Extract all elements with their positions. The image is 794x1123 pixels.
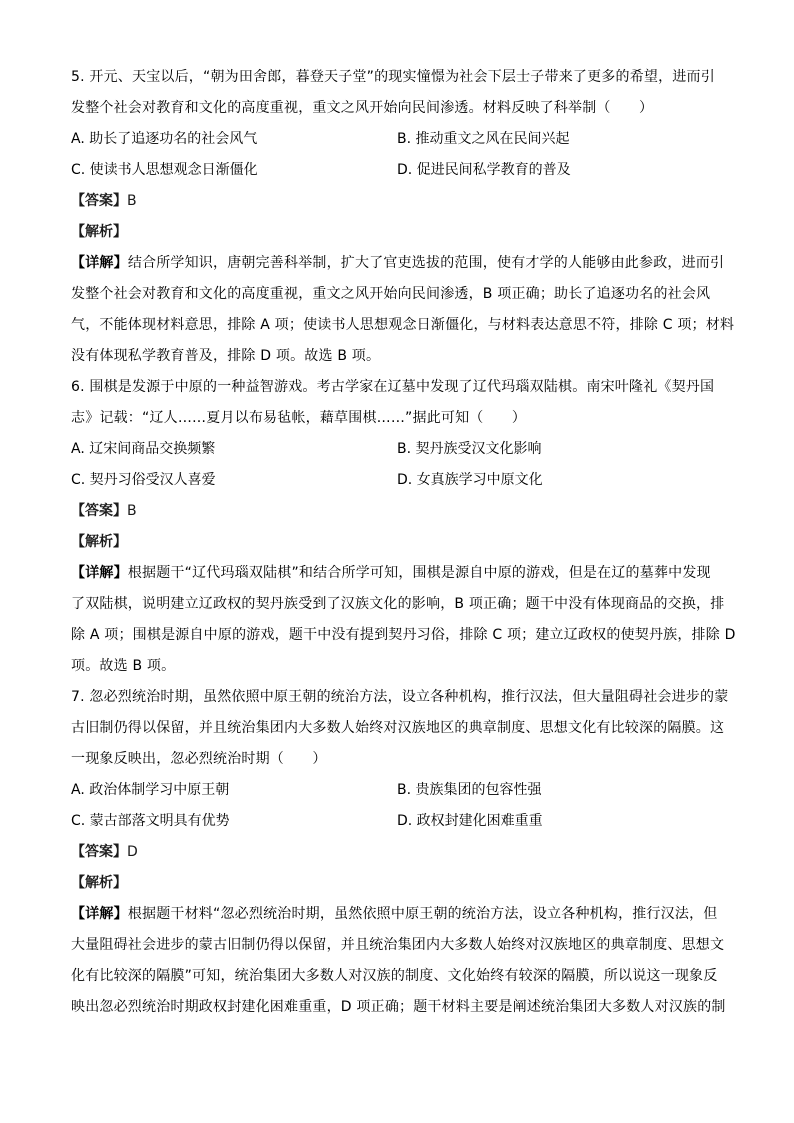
detail-text: 结合所学知识，唐朝完善科举制，扩大了官吏选拔的范围，使有才学的人能够由此参政，进而引 xyxy=(127,255,725,271)
detail-text: 根据题干材料“忽必烈统治时期，虽然依照中原王朝的统治方法，设立各种机构，推行汉法，但 xyxy=(127,906,718,922)
option-a: A. 助长了追逐功名的社会风气 xyxy=(71,131,258,147)
question-5 xyxy=(71,62,735,372)
answer-value: B xyxy=(127,193,137,209)
option-b: B. 贵族集团的包容性强 xyxy=(397,782,542,798)
detail-line: 化有比较深的隔膜”可知，统治集团大多数人对汉族的制度、文化始终有较深的隔膜，所以说这一现象反 xyxy=(71,968,718,984)
options-row xyxy=(71,465,731,496)
detail-tag: 【详解】 xyxy=(71,906,128,922)
detail-line: 发整个社会对教育和文化的高度重视，重文之风开始向民间渗透，B 项正确；助长了追逐功名的社会风 xyxy=(71,286,711,302)
option-d: D. 促进民间私学教育的普及 xyxy=(397,162,571,178)
answer-tag: 【答案】 xyxy=(71,193,127,209)
detail-line: 气，不能体现材料意思，排除 A 项；使读书人思想观念日渐僵化，与材料表达意思不符，排除 C 项；材料 xyxy=(71,317,735,333)
detail-line xyxy=(71,558,731,589)
question-7 xyxy=(71,682,731,1023)
options-row xyxy=(71,775,731,806)
analysis-tag: 【解析】 xyxy=(71,534,127,550)
option-c: C. 契丹习俗受汉人喜爱 xyxy=(71,472,216,488)
answer-value: D xyxy=(127,844,138,860)
question-stem-line: 志》记载：“辽人……夏月以布易毡帐，藉草围棋……”据此可知（ ） xyxy=(71,410,527,426)
answer-line xyxy=(71,186,731,217)
question-stem-line: 古旧制仍得以保留，并且统治集团内大多数人始终对汉族地区的典章制度、思想文化有比较深的隔膜。这 xyxy=(71,720,725,736)
question-stem-line: 发整个社会对教育和文化的高度重视，重文之风开始向民间渗透。材料反映了科举制（ ） xyxy=(71,100,654,116)
detail-line xyxy=(71,248,731,279)
options-row xyxy=(71,434,731,465)
analysis-tag: 【解析】 xyxy=(71,875,127,891)
detail-line: 项。故选 B 项。 xyxy=(71,658,176,674)
options-row xyxy=(71,124,731,155)
detail-tag: 【详解】 xyxy=(71,565,128,581)
option-c: C. 蒙古部落文明具有优势 xyxy=(71,813,230,829)
document-page xyxy=(71,62,736,1023)
option-c: C. 使读书人思想观念日渐僵化 xyxy=(71,162,258,178)
detail-line: 除 A 项；围棋是源自中原的游戏，题干中没有提到契丹习俗，排除 C 项；建立辽政权的使契丹族，排除 D xyxy=(71,627,736,643)
option-a: A. 辽宋间商品交换频繁 xyxy=(71,441,216,457)
detail-line: 没有体现私学教育普及，排除 D 项。故选 B 项。 xyxy=(71,348,381,364)
answer-tag: 【答案】 xyxy=(71,503,127,519)
question-6 xyxy=(71,372,736,682)
answer-line xyxy=(71,837,731,868)
option-b: B. 契丹族受汉文化影响 xyxy=(397,441,542,457)
answer-value: B xyxy=(127,503,137,519)
options-row xyxy=(71,806,731,837)
question-stem-line: 5. 开元、天宝以后，“朝为田舍郎，暮登天子堂”的现实憧憬为社会下层士子带来了更多的希望，进而引 xyxy=(71,69,715,85)
detail-line: 映出忽必烈统治时期政权封建化困难重重，D 项正确；题干材料主要是阐述统治集团大多数人对汉族的制 xyxy=(71,999,726,1015)
options-row xyxy=(71,155,731,186)
detail-line: 了双陆棋，说明建立辽政权的契丹族受到了汉族文化的影响，B 项正确；题干中没有体现商品的交换，排 xyxy=(71,596,725,612)
detail-line: 大量阻碍社会进步的蒙古旧制仍得以保留，并且统治集团内大多数人始终对汉族地区的典章制度、思想文 xyxy=(71,937,725,953)
detail-tag: 【详解】 xyxy=(71,255,128,271)
analysis-tag: 【解析】 xyxy=(71,224,127,240)
option-d: D. 政权封建化困难重重 xyxy=(397,813,543,829)
answer-tag: 【答案】 xyxy=(71,844,127,860)
answer-line xyxy=(71,496,731,527)
detail-line xyxy=(71,899,731,930)
question-stem-line: 6. 围棋是发源于中原的一种益智游戏。考古学家在辽墓中发现了辽代玛瑙双陆棋。南宋叶隆礼《契丹国 xyxy=(71,379,715,395)
option-b: B. 推动重文之风在民间兴起 xyxy=(397,131,570,147)
option-d: D. 女真族学习中原文化 xyxy=(397,472,543,488)
option-a: A. 政治体制学习中原王朝 xyxy=(71,782,230,798)
question-stem-line: 7. 忽必烈统治时期，虽然依照中原王朝的统治方法，设立各种机构，推行汉法，但大量阻碍社会进步的蒙 xyxy=(71,689,729,705)
detail-text: 根据题干“辽代玛瑙双陆棋”和结合所学可知，围棋是源自中原的游戏，但是在辽的墓葬中发现 xyxy=(127,565,711,581)
question-stem-line: 一现象反映出，忽必烈统治时期（ ） xyxy=(71,751,327,767)
